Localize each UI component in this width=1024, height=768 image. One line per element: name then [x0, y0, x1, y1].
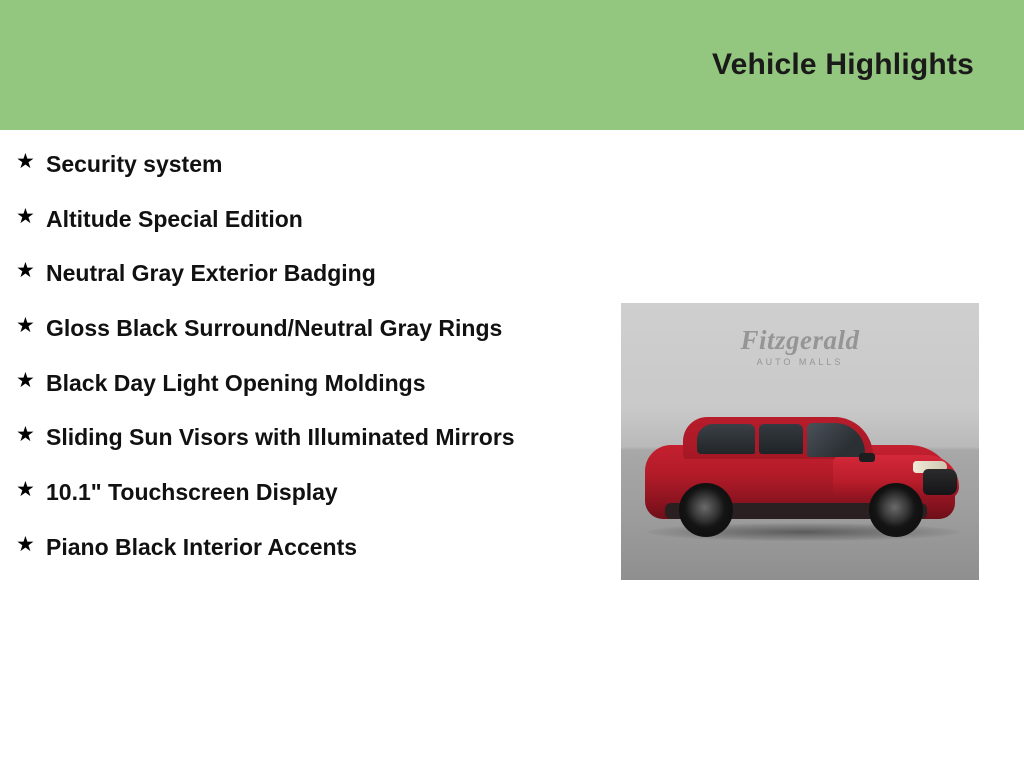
wheel-hub [883, 497, 909, 523]
list-item-label: 10.1" Touchscreen Display [46, 478, 338, 505]
list-item [14, 419, 604, 454]
list-item-label: Gloss Black Surround/Neutral Gray Rings [46, 314, 503, 341]
dealer-watermark-tagline: AUTO MALLS [756, 357, 844, 367]
list-item [14, 529, 604, 564]
star-bullet-icon: ★ [16, 368, 35, 392]
header-band [0, 0, 1024, 130]
star-bullet-icon: ★ [16, 477, 35, 501]
vehicle-rear-window [697, 424, 755, 454]
dealer-watermark-name: Fitzgerald [740, 325, 860, 355]
vehicle-highlights-list [14, 146, 604, 583]
vehicle-photo [621, 303, 979, 580]
star-bullet-icon: ★ [16, 150, 35, 173]
star-bullet-icon: ★ [16, 423, 35, 447]
star-bullet-icon: ★ [16, 204, 35, 228]
vehicle-rear-wheel [679, 483, 733, 537]
vehicle-grille [923, 469, 957, 495]
page-title: Vehicle Highlights [712, 48, 974, 81]
list-item-label: Altitude Special Edition [46, 205, 303, 232]
wheel-hub [693, 497, 719, 523]
list-item-label: Black Day Light Opening Moldings [46, 369, 426, 396]
list-item-label: Piano Black Interior Accents [46, 533, 358, 560]
list-item-label: Security system [46, 151, 223, 177]
star-bullet-icon: ★ [16, 532, 35, 556]
list-item [14, 310, 604, 345]
list-item [14, 146, 604, 181]
vehicle-side-window [759, 424, 803, 454]
list-item [14, 255, 604, 290]
star-bullet-icon: ★ [16, 259, 35, 283]
vehicle-side-mirror [859, 453, 875, 462]
vehicle-front-wheel [869, 483, 923, 537]
list-item [14, 474, 604, 509]
list-item [14, 201, 604, 236]
dealer-watermark [740, 325, 859, 367]
list-item-label: Neutral Gray Exterior Badging [46, 260, 376, 287]
star-bullet-icon: ★ [16, 313, 35, 337]
list-item [14, 365, 604, 400]
vehicle-illustration [637, 411, 967, 551]
list-item-label: Sliding Sun Visors with Illuminated Mirrors [46, 424, 515, 451]
